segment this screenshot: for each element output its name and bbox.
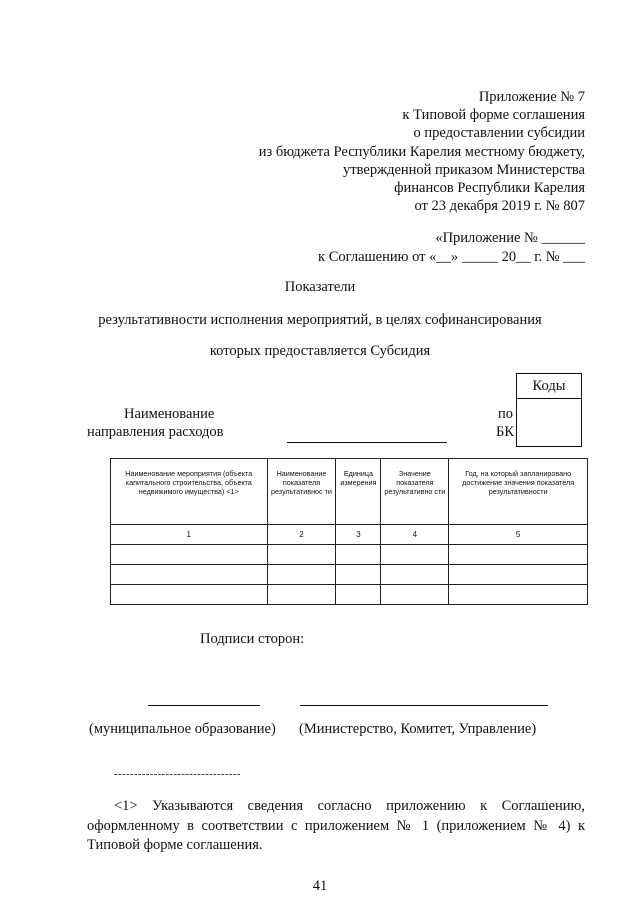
signature-label-left: (муниципальное образование) [89,721,276,737]
col-indicator-name: Наименование показателя результативнос ти [267,459,336,525]
header-line: из бюджета Республики Карелия местному бюджету, [258,143,585,160]
table-cell[interactable] [449,545,588,565]
header-line: финансов Республики Карелия [394,180,585,197]
header-line: к Типовой форме соглашения [402,107,585,124]
codes-box [516,373,582,447]
bk-label: БК [496,424,514,440]
doc-subtitle-1: результативности исполнения мероприятий, в целях софинансирования [98,312,542,328]
col-number: 1 [111,525,268,545]
header-line: от 23 декабря 2019 г. № 807 [414,198,585,215]
table-cell[interactable] [267,545,336,565]
expense-label-1: Наименование [124,406,215,422]
doc-subtitle-2: которых предоставляется Субсидия [209,343,431,359]
table-row [111,565,588,585]
table-cell[interactable] [267,565,336,585]
doc-title: Показатели [284,279,356,295]
col-year: Год, на который запланировано достижение значения показателя результативности [449,459,588,525]
col-event-name: Наименование мероприятия (объекта капитального строительства, объекта недвижимого имущества) <1> [111,459,268,525]
signature-line-left[interactable] [148,705,260,706]
table-cell[interactable] [111,585,268,605]
annex-line-2: к Соглашению от «__» _____ 20__ г. № ___ [318,249,585,265]
table-cell[interactable] [336,545,381,565]
header-line: о предоставлении субсидии [413,125,585,142]
table-cell[interactable] [336,565,381,585]
footnote-text [87,797,585,856]
annex-reference [165,229,585,267]
col-number: 5 [449,525,588,545]
table-cell[interactable] [449,565,588,585]
table-cell[interactable] [381,565,449,585]
col-number: 2 [267,525,336,545]
codes-header: Коды [517,374,581,399]
footnote-body: <1> Указываются сведения согласно приложению к Соглашению, оформленному в соответствии с приложением № 1 (приложением № 4) к Типовой форме соглашения. [87,798,585,853]
header-line: утвержденной приказом Министерства [343,161,585,178]
table-cell[interactable] [381,545,449,565]
table-cell[interactable] [381,585,449,605]
expense-fill-line [287,442,447,443]
col-value: Значение показателя результативно сти [381,459,449,525]
signatures-title: Подписи сторон: [200,631,305,647]
footnote-separator: -------------------------------- [114,768,241,780]
table-cell[interactable] [111,545,268,565]
col-unit: Единица измерения [336,459,381,525]
annex-line-1: «Приложение № ______ [435,230,585,246]
col-number: 4 [381,525,449,545]
table-cell[interactable] [449,585,588,605]
table-cell[interactable] [111,565,268,585]
col-number: 3 [336,525,381,545]
table-row [111,585,588,605]
header-line: Приложение № 7 [478,89,585,105]
table-number-row [111,525,588,545]
table-header-row [111,459,588,525]
appendix-header [165,88,585,215]
po-label: по [498,406,514,422]
page-number: 41 [312,878,328,894]
signature-label-right: (Министерство, Комитет, Управление) [299,721,537,737]
indicators-table [110,458,588,605]
table-row [111,545,588,565]
table-cell[interactable] [267,585,336,605]
signature-line-right[interactable] [300,705,548,706]
expense-label-2: направления расходов [87,424,224,440]
table-cell[interactable] [336,585,381,605]
